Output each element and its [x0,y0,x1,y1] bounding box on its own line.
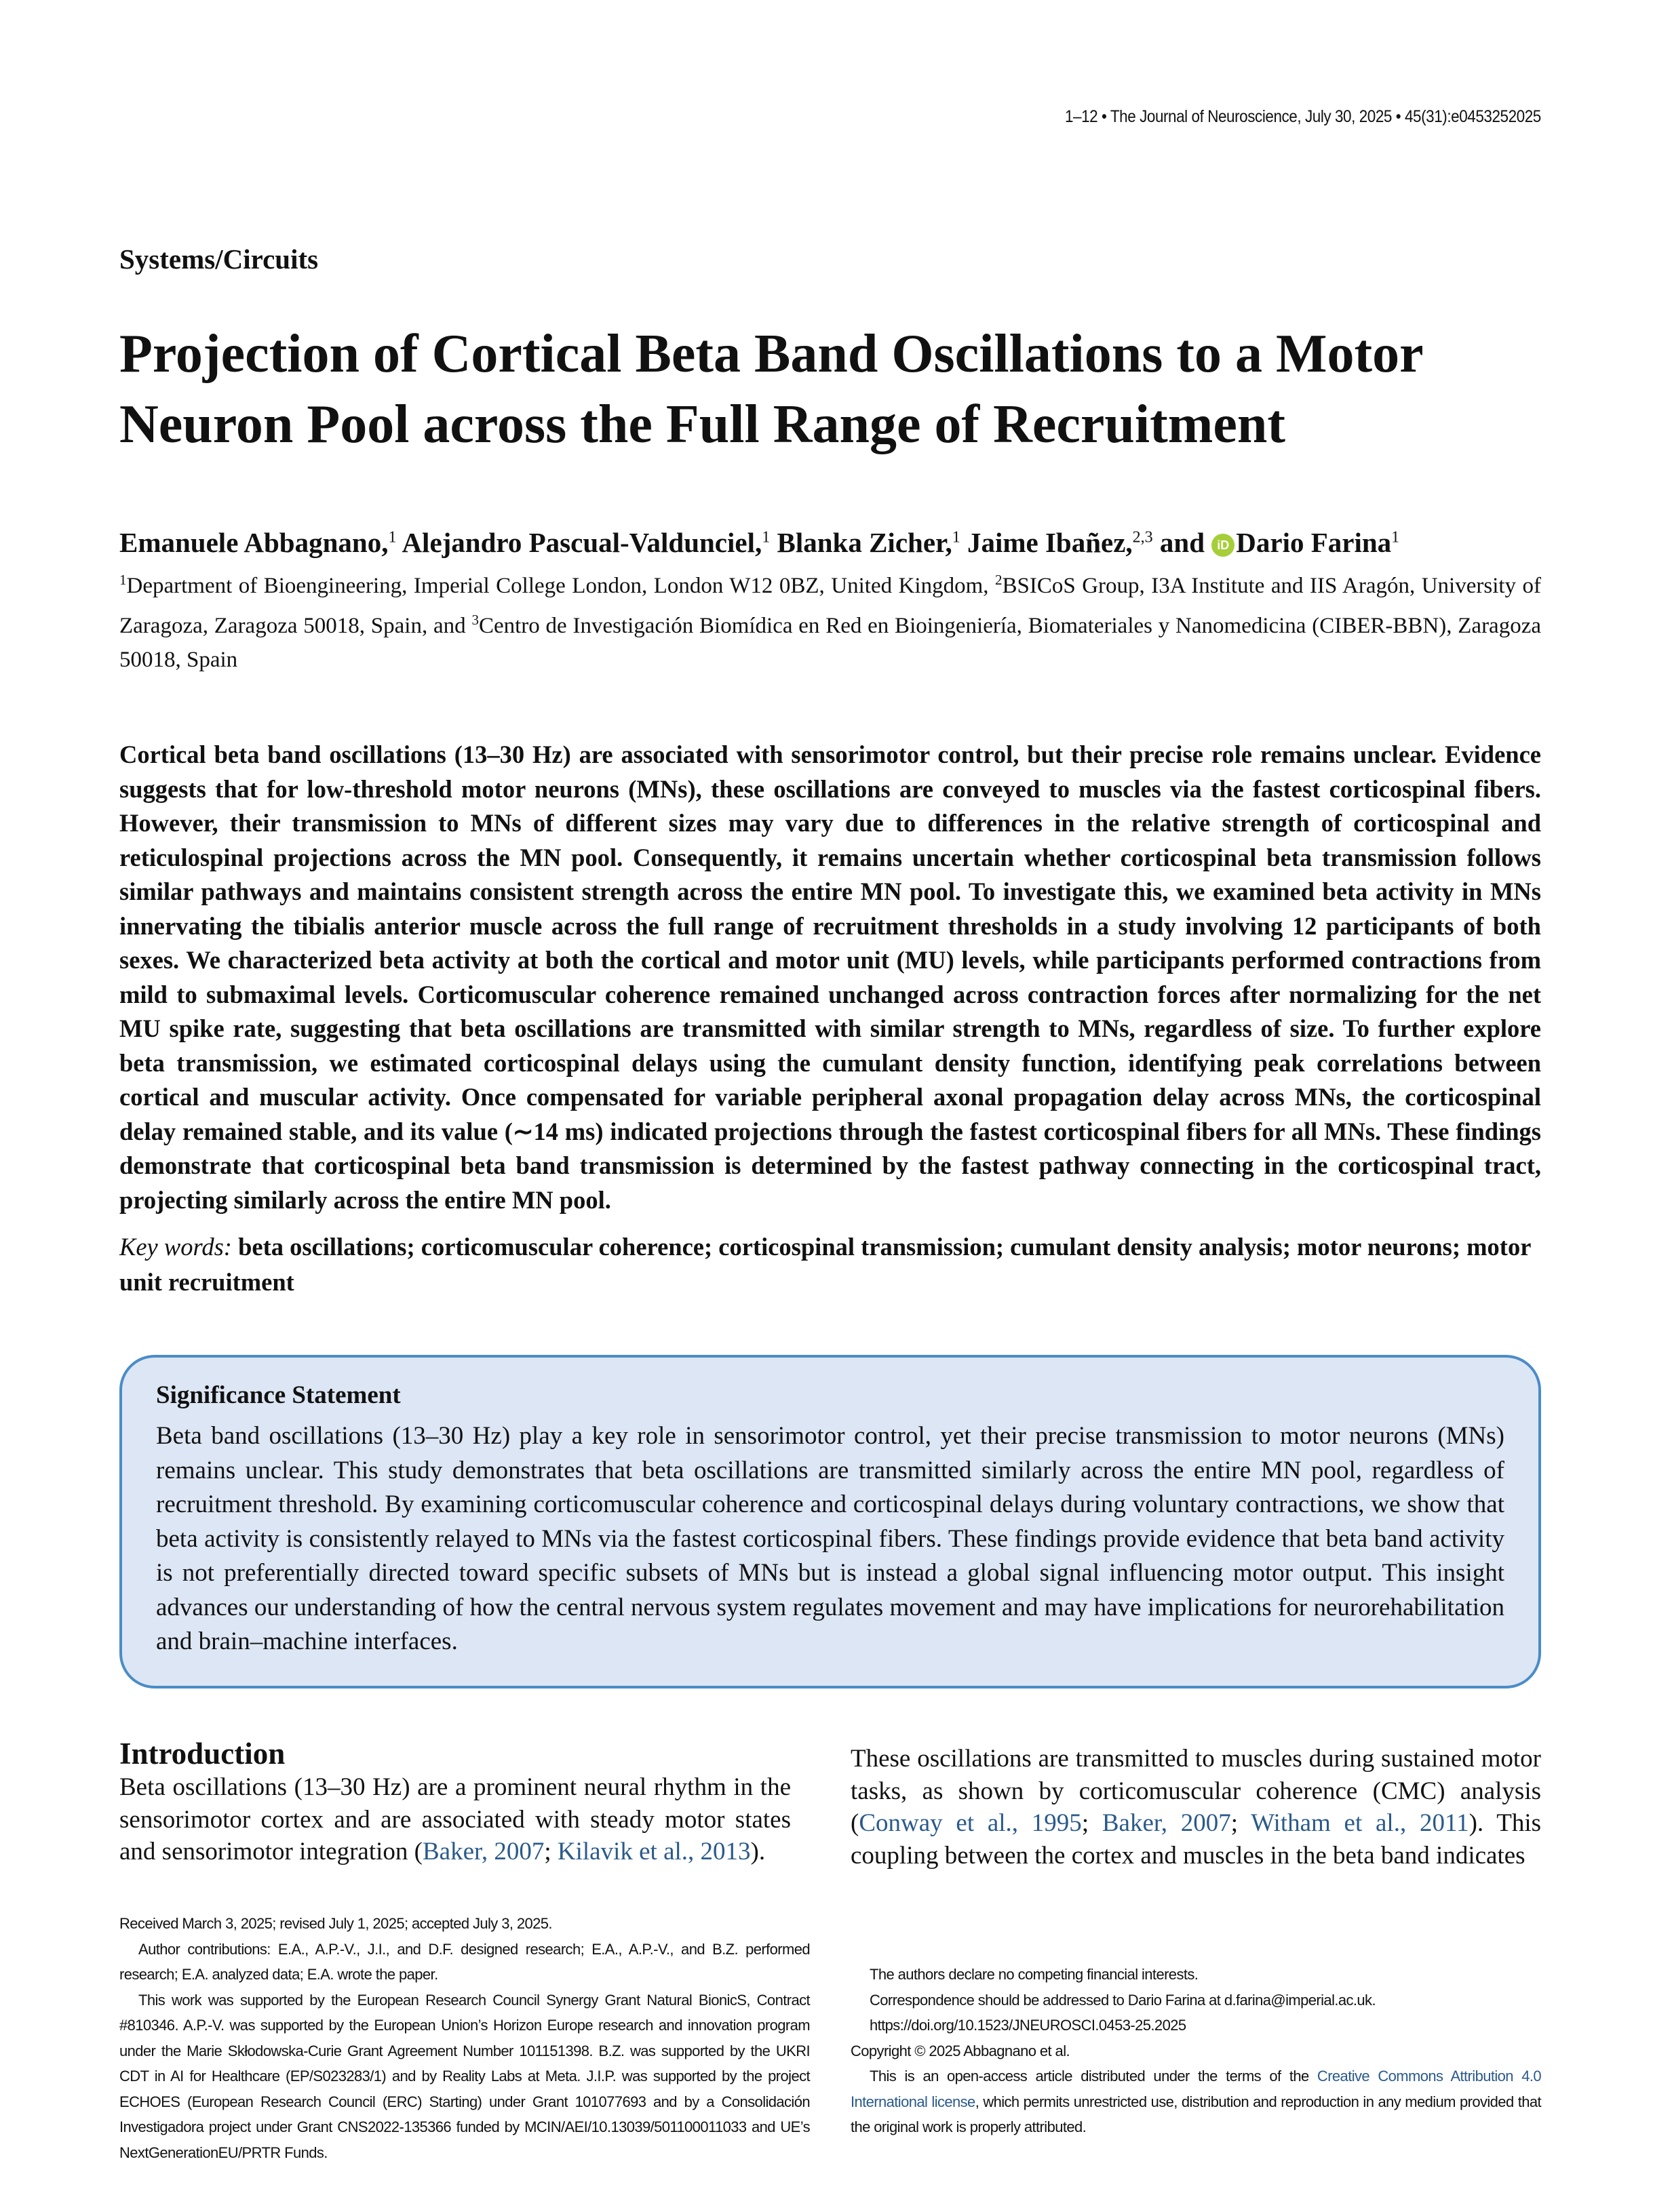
doi[interactable]: https://doi.org/10.1523/JNEUROSCI.0453-25.2025 [870,2017,1186,2034]
correspondence: Correspondence should be addressed to Dario Farina at d.farina@imperial.ac.uk. [870,1991,1376,2009]
keywords-text: beta oscillations; corticomuscular coherence; corticospinal transmission; cumulant density analysis; motor neurons; motor unit recruitment [119,1233,1531,1296]
affil-marker: 1 [952,528,960,547]
running-header: 1–12 • The Journal of Neuroscience, July 30, 2025 • 45(31):e0453252025 [1065,107,1541,126]
affiliation: Department of Bioengineering, Imperial College London, London W12 0BZ, United Kingdom, [126,574,995,598]
author: Dario Farina [1236,527,1392,558]
keywords [119,1229,1541,1300]
section-label: Systems/Circuits [119,243,319,275]
significance-statement-box [119,1355,1541,1688]
article-title: Projection of Cortical Beta Band Oscillations to a Motor Neuron Pool across the Full Range of Recruitment [119,324,1423,454]
significance-heading: Significance Statement [156,1381,401,1409]
affil-marker: 1 [388,528,397,547]
text: ). [750,1838,766,1865]
author: Blanka Zicher, [777,527,952,558]
text: , which permits unrestricted use, distribution and reproduction in any medium provided that the original work is properly attributed. [851,2093,1541,2135]
copyright: Copyright © 2025 Abbagnano et al. [851,2042,1070,2059]
citation-link[interactable]: Conway et al., 1995 [859,1809,1082,1837]
orcid-icon[interactable]: iD [1211,534,1234,557]
footnotes-left [119,1911,810,2165]
affil-marker: 1 [762,528,771,547]
affiliation: Centro de Investigación Biomídica en Red en Bioingeniería, Biomateriales y Nanomedicina (CIBER-BBN), Zaragoza 50018, Spain [119,614,1541,672]
author: Jaime Ibañez, [967,527,1133,558]
author: Alejandro Pascual-Valdunciel, [402,527,762,558]
affil-marker: 2,3 [1132,528,1153,547]
text: This is an open-access article distributed under the terms of the [870,2068,1317,2085]
author-list [119,526,1399,559]
affil-sup: 2 [995,572,1003,588]
intro-right-column [851,1743,1541,1872]
affiliations [119,563,1541,677]
keywords-label: Key words: [119,1233,232,1261]
license-link[interactable]: Creative Commons Attribution 4.0 International license [851,2068,1541,2110]
text: Beta oscillations (13–30 Hz) are a prominent neural rhythm in the sensorimotor cortex and are associated with steady motor states and sensorimotor integration ( [119,1773,791,1865]
citation-link[interactable]: Kilavik et al., 2013 [557,1838,751,1865]
abstract: Cortical beta band oscillations (13–30 Hz) are associated with sensorimotor control, but their precise role remains unclear. Evidence suggests that for low-threshold motor neurons (MNs), these oscillations are conveyed to muscles via the fastest corticospinal fibers. However, their transmission to MNs of different sizes may vary due to differences in the relative strength of corticospinal and reticulospinal projections across the MN pool. Consequently, it remains uncertain whether corticospinal beta transmission follows similar pathways and maintains consistent strength across the entire MN pool. To investigate this, we examined beta activity in MNs innervating the tibialis anterior muscle across the full range of recruitment thresholds in a study involving 12 participants of both sexes. We characterized beta activity at both the cortical and motor unit (MU) levels, while participants performed contractions from mild to submaximal levels. Corticomuscular coherence remained unchanged across contraction forces after normalizing for the net MU spike rate, suggesting that beta oscillations are transmitted with similar strength to MNs, regardless of size. To further explore beta transmission, we estimated corticospinal delays using the cumulant density function, identifying peak correlations between cortical and muscular activity. Once compensated for variable peripheral axonal propagation delay across MNs, the corticospinal delay remained stable, and its value (∼14 ms) indicated projections through the fastest corticospinal fibers for all MNs. These findings demonstrate that corticospinal beta band transmission is determined by the fastest pathway connecting in the corticospinal tract, projecting similarly across the entire MN pool. [119,740,1541,1214]
and-text: and [1159,527,1205,558]
author-contributions: Author contributions: E.A., A.P.-V., J.I., and D.F. designed research; E.A., A.P.-V., and B.Z. performed research; E.A. analyzed data; E.A. wrote the paper. [119,1940,810,1983]
citation-link[interactable]: Baker, 2007 [422,1838,545,1865]
received-dates: Received March 3, 2025; revised July 1, 2025; accepted July 3, 2025. [119,1915,552,1932]
text: These oscillations are transmitted to muscles during sustained motor tasks, as shown by corticomuscular coherence (CMC) analysis ( [851,1745,1541,1837]
intro-left-column [119,1771,791,1868]
author: Emanuele Abbagnano, [119,527,389,558]
text: ). This coupling between the cortex and muscles in the beta band indicates [851,1809,1542,1870]
footnotes-right [851,1962,1541,2140]
text: ; [1230,1809,1251,1837]
citation-link[interactable]: Witham et al., 2011 [1251,1809,1469,1837]
affil-sup: 3 [471,612,479,628]
text: ; [1081,1809,1102,1837]
competing-interests: The authors declare no competing financial interests. [870,1966,1199,1983]
citation-link[interactable]: Baker, 2007 [1102,1809,1231,1837]
affiliation: BSICoS Group, I3A Institute and IIS Aragón, University of Zaragoza, Zaragoza 50018, Spain, and [119,574,1542,638]
introduction-heading: Introduction [119,1737,286,1771]
affil-marker: 1 [1391,528,1400,547]
funding: This work was supported by the European Research Council Synergy Grant Natural BionicS, Contract #810346. A.P.-V. was supported by the European Union’s Horizon Europe research and innovation program under the Marie Skłodowska-Curie Grant Agreement Number 101151398. B.Z. was supported by the UKRI CDT in AI for Healthcare (EP/S023283/1) and by Reality Labs at Meta. J.I.P. was supported by the project ECHOES (European Research Council (ERC) Starting) under Grant 101077693 and by a Consolidación Investigadora project under Grant CNS2022-135366 funded by MCIN/AEI/10.13039/501100011033 and UE’s NextGenerationEU/PRTR Funds. [119,1991,810,2161]
affil-sup: 1 [119,572,127,588]
text: ; [544,1838,558,1865]
license [851,2063,1541,2140]
significance-text: Beta band oscillations (13–30 Hz) play a key role in sensorimotor control, yet their precise transmission to motor neurons (MNs) remains unclear. This study demonstrates that beta oscillations are transmitted similarly across the entire MN pool, regardless of recruitment threshold. By examining corticomuscular coherence and corticospinal delays during voluntary contractions, we show that beta activity is consistently relayed to MNs via the fastest corticospinal fibers. These findings provide evidence that beta band activity is not preferentially directed toward specific subsets of MNs but is instead a global signal influencing motor output. This insight advances our understanding of how the central nervous system regulates movement and may have implications for neurorehabilitation and brain–machine interfaces. [156,1422,1504,1655]
